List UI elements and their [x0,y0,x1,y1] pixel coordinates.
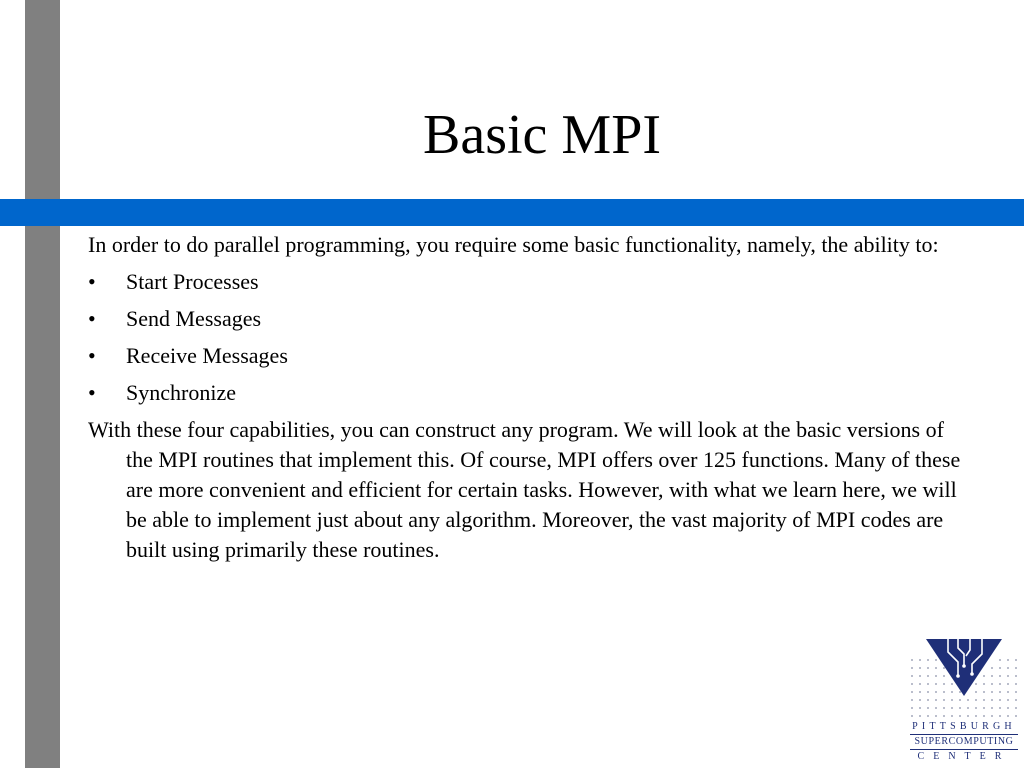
closing-paragraph: With these four capabilities, you can construct any program. We will look at the basic versions of the MPI routines that implement this. Of course, MPI offers over 125 functions. Many of these are more convenient and efficient for certain tasks. However, with what we learn here, we will be able to implement just about any algorithm. Moreover, the vast majority of MPI codes are built using primarily these routines. [88,417,961,562]
list-item-label: Synchronize [126,380,236,405]
logo-line-supercomputing: SUPERCOMPUTING [914,736,1014,747]
logo-line-center: CENTER [917,751,1011,762]
list-item [88,341,968,371]
list-item-label: Start Processes [126,269,259,294]
psc-logo-text [908,720,1020,764]
capabilities-list [88,267,968,408]
psc-triangle-logo-icon [908,636,1020,720]
psc-logo [908,636,1020,768]
intro-paragraph: In order to do parallel programming, you require some basic functionality, namely, the ability to: [88,232,939,257]
slide-body [88,230,968,572]
list-item [88,267,968,297]
bullet-icon: • [88,269,96,294]
list-item-label: Receive Messages [126,343,288,368]
list-item [88,378,968,408]
logo-line-pittsburgh: PITTSBURGH [912,721,1016,732]
bullet-icon: • [88,343,96,368]
list-item [88,304,968,334]
list-item-label: Send Messages [126,306,262,331]
title-divider-bar [0,199,1024,226]
slide-title: Basic MPI [423,104,661,166]
left-decorative-bar [25,0,60,768]
bullet-icon: • [88,380,96,405]
bullet-icon: • [88,306,96,331]
